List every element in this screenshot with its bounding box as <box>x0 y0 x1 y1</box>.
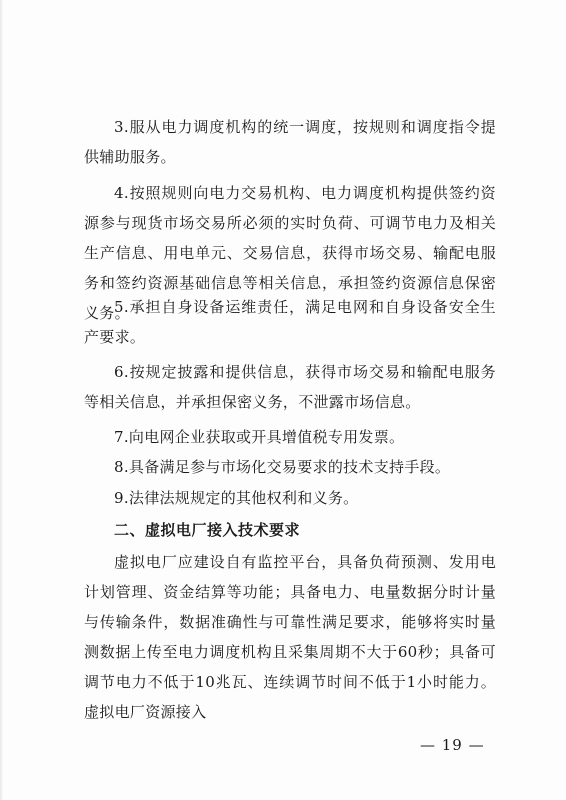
scan-edge-shadow <box>0 0 3 800</box>
paragraph-item-5: 5.承担自身设备运维责任，满足电网和自身设备安全生产要求。 <box>84 298 496 346</box>
section-body-paragraph: 虚拟电厂应建设自有监控平台，具备负荷预测、发用电计划管理、资金结算等功能；具备电力、电量数据分时计量与传输条件，数据准确性与可靠性满足要求，能够将实时量测数据上传至电力调度机构且采集周期不大于60秒；具备可调节电力不低于10兆瓦、连续调节时间不低于1小时能力。虚拟电厂资源接入 <box>84 553 496 721</box>
paragraph-item-4: 4.按照规则向电力交易机构、电力调度机构提供签约资源参与现货市场交易所必须的实时负荷、可调节电力及相关生产信息、用电单元、交易信息，获得市场交易、输配电服务和签约资源基础信息等相关信息，承担签约资源信息保密义务。 <box>84 184 496 322</box>
section-heading: 二、虚拟电厂接入技术要求 <box>114 521 301 539</box>
paragraph-item-9: 9.法律法规规定的其他权利和义务。 <box>114 489 359 507</box>
paragraph-item-7: 7.向电网企业获取或开具增值税专用发票。 <box>114 428 405 446</box>
paragraph-item-6: 6.按规定披露和提供信息，获得市场交易和输配电服务等相关信息，并承担保密义务，不泄露市场信息。 <box>84 363 496 411</box>
paragraph-item-8: 8.具备满足参与市场化交易要求的技术支持手段。 <box>114 458 451 476</box>
paragraph-item-3: 3.服从电力调度机构的统一调度，按规则和调度指令提供辅助服务。 <box>84 118 496 166</box>
page-number: — 19 — <box>420 736 485 754</box>
